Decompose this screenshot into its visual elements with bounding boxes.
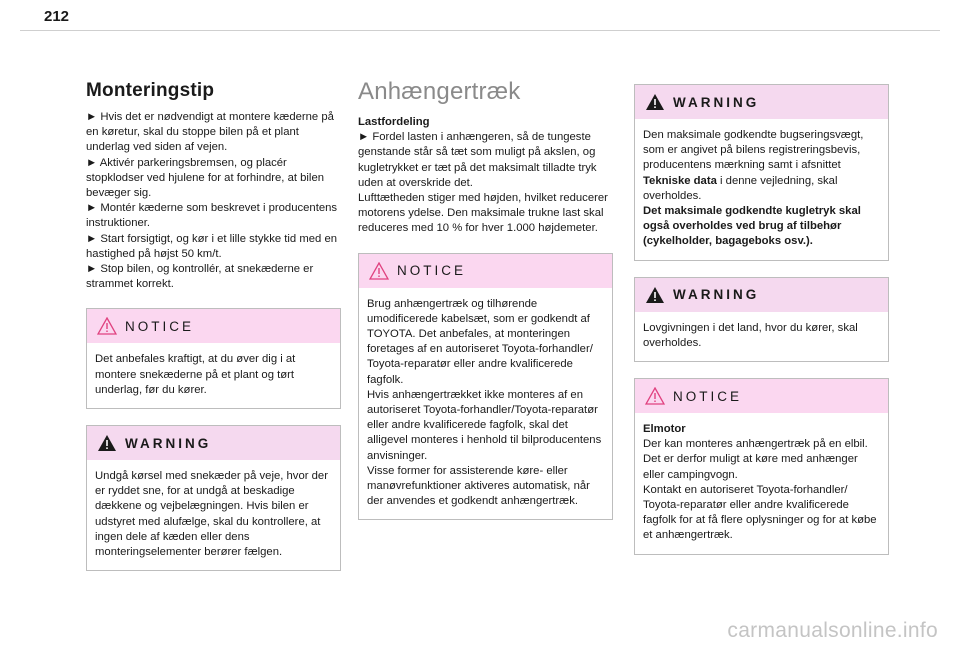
warning-text-part: i denne vejledning, skal overholdes.: [643, 174, 838, 202]
notice-label: NOTICE: [397, 263, 467, 279]
warning-triangle-icon: [645, 93, 665, 111]
watermark: carmanualsonline.info: [727, 619, 938, 642]
warning-text-bold: Tekniske data: [643, 174, 717, 187]
warning-box: [86, 425, 341, 571]
warning-triangle-icon: [645, 286, 665, 304]
notice-header: [359, 254, 612, 288]
warning-label: WARNING: [673, 287, 760, 303]
notice-box: [86, 308, 341, 409]
warning-triangle-icon: [97, 434, 117, 452]
notice-heading-elmotor: Elmotor: [643, 423, 686, 436]
section-title-monteringstip: Monteringstip: [86, 80, 215, 101]
notice-text: Brug anhængertræk og tilhørende umodificerede kabelsæt, som er godkendt af TOYOTA. Det anbefales, at monteringen foretages af en autoriseret Toyota-forhandler/ Toyota-reparatør eller andre kvalificerede fagfolk. Hvis anhængertrækket ikke monteres af en autoriseret Toyota-forhandler/Toyota-reparatør eller andre kvalificerede fagfolk, skal det alligevel monteres i henhold til bilproducentens anvisninger. Visse former for assisterende køre- eller manøvrefunktioner aktiveres automatisk, når der anvendes et godkendt anhængertræk.: [367, 297, 602, 508]
header-divider: [20, 30, 940, 31]
warning-header: [87, 426, 340, 460]
warning-text: [635, 119, 888, 260]
notice-body: [635, 413, 888, 554]
notice-text: Der kan monteres anhængertræk på en elbil. Det er derfor muligt at køre med anhænger eller campingvogn. Kontakt en autoriseret Toyota-forhandler/ Toyota-reparatør eller andre kvalificerede fagfolk for at få flere oplysninger og for at købe et anhængertræk.: [643, 438, 877, 542]
mounting-instructions: ► Hvis det er nødvendigt at montere kæderne på en køretur, skal du stoppe bilen på et plant underlag ved siden af vejen. ► Aktivér parkeringsbremsen, og placér stopklodser ved hjulene for at forhindre, at bilen bevæger sig. ► Montér kæderne som beskrevet i producentens instruktioner. ► Start forsigtigt, og kør i et lille stykke tid med en hastighed på højst 50 km/t. ► Stop bilen, og kontrollér, at snekæderne er strammet korrekt.: [86, 111, 338, 291]
notice-header: [87, 309, 340, 343]
warning-header: [635, 85, 888, 119]
notice-triangle-icon: [645, 387, 665, 405]
notice-box: [358, 253, 613, 521]
column-1: [86, 80, 341, 571]
notice-box: [634, 378, 889, 555]
warning-text: Lovgivningen i det land, hvor du kører, skal overholdes.: [643, 321, 858, 349]
column-2: [358, 80, 613, 520]
subheading-lastfordeling: Lastfordeling: [358, 116, 430, 128]
warning-box: [634, 277, 889, 362]
notice-triangle-icon: [369, 262, 389, 280]
section-title-anhaengertraek: Anhængertræk: [358, 78, 521, 105]
warning-box: [634, 84, 889, 261]
notice-header: [635, 379, 888, 413]
notice-label: NOTICE: [673, 388, 743, 404]
load-distribution-text: ► Fordel lasten i anhængeren, så de tungeste genstande står så tæt som muligt på akslen, og kugletrykket er tæt på det maksimalt tilladte tryk uden at overskride det. Lufttætheden stiger med højden, hvilket reducerer motorens ydelse. Den maksimale trukne last skal reduceres med 10 % for hver 1.000 højdemeter.: [358, 131, 608, 235]
notice-triangle-icon: [97, 317, 117, 335]
warning-text-part: Den maksimale godkendte bugseringsvægt, som er angivet på bilens registreringsbevis, producentens mærkning samt i afsnittet: [643, 129, 864, 172]
warning-label: WARNING: [673, 94, 760, 110]
column-3: [634, 84, 889, 555]
notice-text: Det anbefales kraftigt, at du øver dig i at montere snekæderne på et plant og tørt underlag, før du kører.: [95, 353, 296, 396]
notice-label: NOTICE: [125, 318, 195, 334]
warning-header: [635, 278, 888, 312]
warning-text: Undgå kørsel med snekæder på veje, hvor der er ryddet sne, for at undgå at beskadige dækkene og vejbelægningen. Hvis bilen er udstyret med alufælge, skal du kontrollere, at ingen dele af kæden eller dens monteringselementer berører fælgen.: [95, 470, 328, 559]
warning-label: WARNING: [125, 435, 212, 451]
warning-text-bold: Det maksimale godkendte kugletryk skal også overholdes ved brug af tilbehør (cykelholder, bagageboks osv.).: [643, 205, 861, 248]
page-number: 212: [44, 8, 70, 25]
